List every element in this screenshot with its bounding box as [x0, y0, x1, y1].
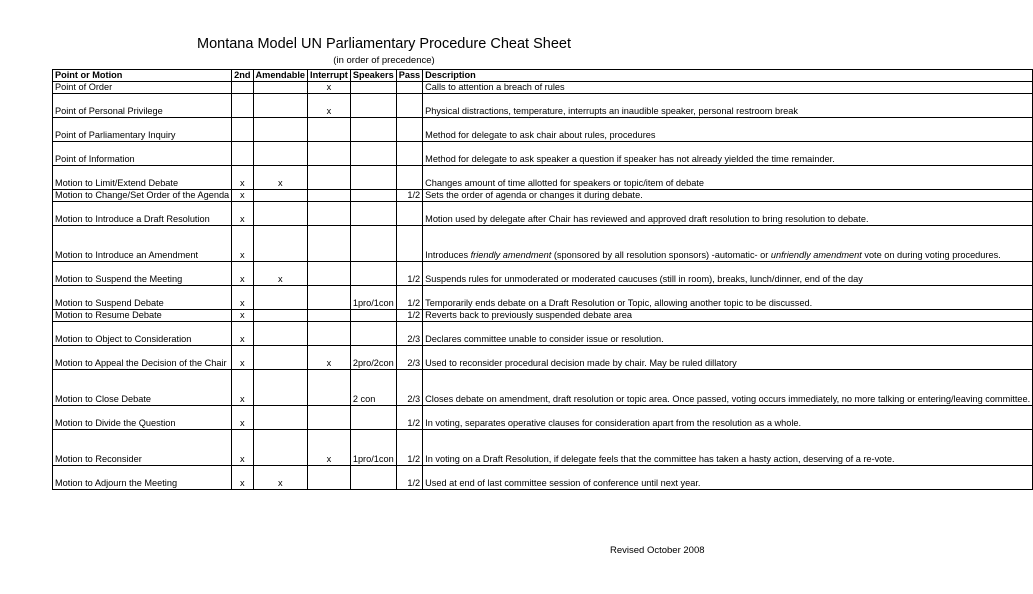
cell-speakers	[350, 166, 396, 190]
cell-motion: Motion to Limit/Extend Debate	[53, 166, 232, 190]
cell-interrupt	[308, 322, 351, 346]
cell-description: Closes debate on amendment, draft resolution or topic area. Once passed, voting occurs immediately, no more talking or entering/leaving committee.	[423, 370, 1033, 406]
cell-amendable	[253, 202, 308, 226]
table-row	[53, 310, 1033, 322]
cell-second: x	[232, 406, 253, 430]
cell-motion: Point of Order	[53, 82, 232, 94]
table-row	[53, 466, 1033, 490]
cell-motion: Point of Information	[53, 142, 232, 166]
table-row	[53, 202, 1033, 226]
cell-amendable	[253, 142, 308, 166]
cell-amendable	[253, 94, 308, 118]
cell-second: x	[232, 166, 253, 190]
cell-second: x	[232, 226, 253, 262]
cell-pass: 1/2	[396, 190, 422, 202]
cell-speakers: 1pro/1con	[350, 286, 396, 310]
procedure-table	[52, 69, 1033, 490]
cell-pass: 1/2	[396, 466, 422, 490]
cell-interrupt	[308, 226, 351, 262]
cell-motion: Motion to Reconsider	[53, 430, 232, 466]
cell-amendable: x	[253, 166, 308, 190]
cell-motion: Motion to Suspend the Meeting	[53, 262, 232, 286]
cell-pass	[396, 118, 422, 142]
header-row	[53, 70, 1033, 82]
cell-speakers	[350, 226, 396, 262]
cell-description: Sets the order of agenda or changes it during debate.	[423, 190, 1033, 202]
cell-description: Method for delegate to ask speaker a question if speaker has not already yielded the time remainder.	[423, 142, 1033, 166]
cell-amendable	[253, 190, 308, 202]
table-row	[53, 370, 1033, 406]
cell-second: x	[232, 190, 253, 202]
cell-pass: 2/3	[396, 370, 422, 406]
cell-speakers: 2 con	[350, 370, 396, 406]
cell-amendable: x	[253, 262, 308, 286]
cell-second: x	[232, 202, 253, 226]
table-row	[53, 286, 1033, 310]
description-fragment: unfriendly amendment	[770, 250, 862, 260]
table-body	[53, 82, 1033, 490]
table-row	[53, 190, 1033, 202]
cell-pass: 1/2	[396, 310, 422, 322]
cell-motion: Motion to Resume Debate	[53, 310, 232, 322]
cell-second: x	[232, 322, 253, 346]
cell-interrupt	[308, 142, 351, 166]
cell-pass	[396, 82, 422, 94]
description-fragment: friendly amendment	[470, 250, 552, 260]
cell-speakers	[350, 142, 396, 166]
cell-pass: 1/2	[396, 286, 422, 310]
cell-motion: Point of Parliamentary Inquiry	[53, 118, 232, 142]
table-row	[53, 82, 1033, 94]
cell-interrupt	[308, 406, 351, 430]
cell-second: x	[232, 262, 253, 286]
cell-description: Motion used by delegate after Chair has reviewed and approved draft resolution to bring resolution to debate.	[423, 202, 1033, 226]
header-pass: Pass	[396, 70, 422, 82]
cell-interrupt: x	[308, 346, 351, 370]
cell-second: x	[232, 310, 253, 322]
table-row	[53, 226, 1033, 262]
page-subtitle: (in order of precedence)	[333, 55, 435, 66]
cell-amendable	[253, 226, 308, 262]
cell-second	[232, 94, 253, 118]
cell-pass	[396, 94, 422, 118]
cell-interrupt: x	[308, 82, 351, 94]
cell-motion: Motion to Appeal the Decision of the Chair	[53, 346, 232, 370]
cell-speakers	[350, 82, 396, 94]
table-row	[53, 346, 1033, 370]
cell-speakers	[350, 190, 396, 202]
cell-pass	[396, 202, 422, 226]
cell-interrupt	[308, 370, 351, 406]
cell-description: Method for delegate to ask chair about rules, procedures	[423, 118, 1033, 142]
cell-interrupt	[308, 190, 351, 202]
cell-description: Used to reconsider procedural decision made by chair. May be ruled dillatory	[423, 346, 1033, 370]
cell-second: x	[232, 430, 253, 466]
table-row	[53, 142, 1033, 166]
cell-description: Reverts back to previously suspended debate area	[423, 310, 1033, 322]
cell-motion: Motion to Suspend Debate	[53, 286, 232, 310]
cell-pass	[396, 142, 422, 166]
cell-motion: Motion to Divide the Question	[53, 406, 232, 430]
cell-second: x	[232, 286, 253, 310]
table-row	[53, 118, 1033, 142]
cell-amendable	[253, 310, 308, 322]
cell-pass: 1/2	[396, 262, 422, 286]
cell-second: x	[232, 370, 253, 406]
cell-speakers	[350, 406, 396, 430]
revised-date: Revised October 2008	[610, 545, 705, 556]
cell-amendable	[253, 118, 308, 142]
cell-interrupt	[308, 286, 351, 310]
cell-interrupt	[308, 166, 351, 190]
cell-speakers	[350, 310, 396, 322]
header-speakers: Speakers	[350, 70, 396, 82]
cell-description: Changes amount of time allotted for speakers or topic/item of debate	[423, 166, 1033, 190]
table-row	[53, 166, 1033, 190]
cell-speakers	[350, 118, 396, 142]
header-amendable: Amendable	[253, 70, 308, 82]
cell-second	[232, 82, 253, 94]
cell-pass: 2/3	[396, 322, 422, 346]
cell-interrupt	[308, 262, 351, 286]
cell-pass: 1/2	[396, 406, 422, 430]
cell-motion: Motion to Introduce an Amendment	[53, 226, 232, 262]
cell-motion: Motion to Change/Set Order of the Agenda	[53, 190, 232, 202]
table-row	[53, 262, 1033, 286]
cell-speakers	[350, 466, 396, 490]
table-row	[53, 430, 1033, 466]
page-title: Montana Model UN Parliamentary Procedure Cheat Sheet	[197, 36, 571, 52]
cell-description	[423, 226, 1033, 262]
cell-amendable	[253, 370, 308, 406]
cell-speakers: 2pro/2con	[350, 346, 396, 370]
cell-interrupt	[308, 466, 351, 490]
cell-description: Physical distractions, temperature, interrupts an inaudible speaker, personal restroom break	[423, 94, 1033, 118]
cell-interrupt: x	[308, 94, 351, 118]
cell-amendable	[253, 406, 308, 430]
cell-description: Calls to attention a breach of rules	[423, 82, 1033, 94]
cell-pass: 2/3	[396, 346, 422, 370]
header-motion: Point or Motion	[53, 70, 232, 82]
description-fragment: (sponsored by all resolution sponsors) -automatic- or	[551, 250, 771, 260]
cell-description: Declares committee unable to consider issue or resolution.	[423, 322, 1033, 346]
cell-speakers	[350, 94, 396, 118]
table-row	[53, 406, 1033, 430]
cell-second: x	[232, 466, 253, 490]
cell-motion: Motion to Introduce a Draft Resolution	[53, 202, 232, 226]
cell-motion: Motion to Close Debate	[53, 370, 232, 406]
cell-second	[232, 142, 253, 166]
cell-description: In voting, separates operative clauses for consideration apart from the resolution as a whole.	[423, 406, 1033, 430]
cell-motion: Motion to Object to Consideration	[53, 322, 232, 346]
cell-description: In voting on a Draft Resolution, if delegate feels that the committee has taken a hasty action, deserving of a re-vote.	[423, 430, 1033, 466]
header-description: Description	[423, 70, 1033, 82]
table-row	[53, 94, 1033, 118]
cell-description: Suspends rules for unmoderated or moderated caucuses (still in room), breaks, lunch/dinner, end of the day	[423, 262, 1033, 286]
cell-speakers	[350, 202, 396, 226]
cell-description: Temporarily ends debate on a Draft Resolution or Topic, allowing another topic to be discussed.	[423, 286, 1033, 310]
cell-motion: Point of Personal Privilege	[53, 94, 232, 118]
table-row	[53, 322, 1033, 346]
cell-pass	[396, 226, 422, 262]
cell-interrupt	[308, 202, 351, 226]
cell-interrupt: x	[308, 430, 351, 466]
cell-amendable	[253, 82, 308, 94]
cell-speakers: 1pro/1con	[350, 430, 396, 466]
cell-amendable: x	[253, 466, 308, 490]
cell-second	[232, 118, 253, 142]
header-second: 2nd	[232, 70, 253, 82]
header-interrupt: Interrupt	[308, 70, 351, 82]
cell-amendable	[253, 430, 308, 466]
cell-motion: Motion to Adjourn the Meeting	[53, 466, 232, 490]
cell-amendable	[253, 322, 308, 346]
cell-description: Used at end of last committee session of conference until next year.	[423, 466, 1033, 490]
cell-amendable	[253, 286, 308, 310]
cell-amendable	[253, 346, 308, 370]
description-fragment: Introduces	[425, 250, 471, 260]
cell-speakers	[350, 322, 396, 346]
cell-pass	[396, 166, 422, 190]
cell-pass: 1/2	[396, 430, 422, 466]
cell-speakers	[350, 262, 396, 286]
cell-interrupt	[308, 310, 351, 322]
cell-second: x	[232, 346, 253, 370]
cell-interrupt	[308, 118, 351, 142]
description-fragment: vote on during voting procedures.	[861, 250, 1001, 260]
